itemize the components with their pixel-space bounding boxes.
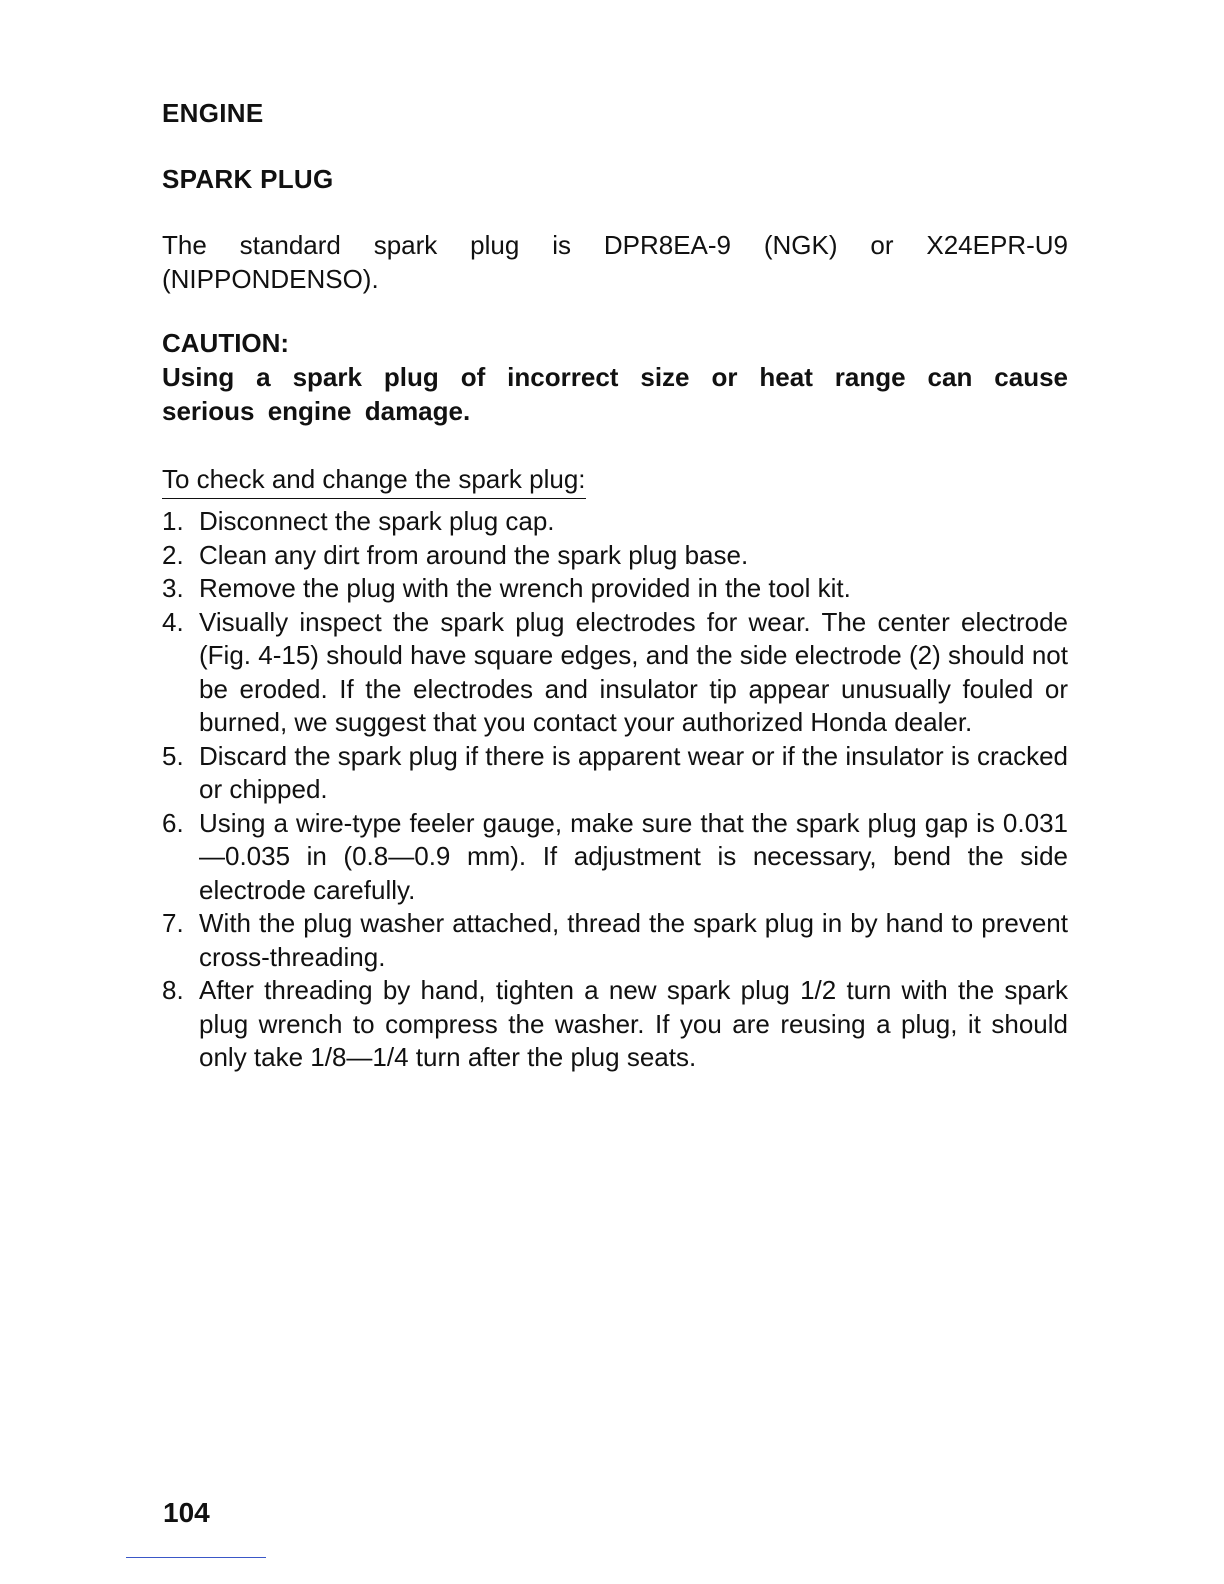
page-number: 104 xyxy=(163,1497,210,1528)
list-item xyxy=(162,505,1068,539)
caution-block xyxy=(162,326,1068,428)
step-number: 7. xyxy=(162,908,184,938)
subsection-title: SPARK PLUG xyxy=(162,164,334,194)
step-number: 8. xyxy=(162,975,184,1005)
list-item xyxy=(162,606,1068,740)
list-item xyxy=(162,572,1068,606)
caution-text: Using a spark plug of incorrect size or heat range can cause serious engine damage. xyxy=(162,362,1068,426)
step-text: Using a wire-type feeler gauge, make sure that the spark plug gap is 0.031—0.035 in (0.8—0.9 mm). If adjustment is necessary, bend the side electrode carefully. xyxy=(199,807,1068,905)
steps-heading-wrap xyxy=(162,428,1068,499)
step-text: Discard the spark plug if there is apparent wear or if the insulator is cracked or chipped. xyxy=(199,740,1068,804)
list-item xyxy=(162,974,1068,1075)
manual-page xyxy=(162,96,1068,1075)
step-number: 1. xyxy=(162,506,184,536)
steps-heading: To check and change the spark plug: xyxy=(162,462,586,499)
step-number: 2. xyxy=(162,539,184,570)
step-text: After threading by hand, tighten a new spark plug 1/2 turn with the spark plug wrench to compress the washer. If you are reusing a plug, it should only take 1/8—1/4 turn after the plug seats. xyxy=(199,975,1068,1072)
footer-rule xyxy=(126,1557,266,1558)
step-text: Remove the plug with the wrench provided in the tool kit. xyxy=(199,573,851,603)
step-text: Visually inspect the spark plug electrodes for wear. The center electrode (Fig. 4-15) should have square edges, and the side electrode (2) should not be eroded. If the electrodes and insulator tip appear unusually fouled or burned, we suggest that you contact your authorized Honda dealer. xyxy=(199,606,1068,737)
step-number: 3. xyxy=(162,573,184,603)
list-item xyxy=(162,740,1068,807)
section-title: ENGINE xyxy=(162,98,264,128)
steps-list xyxy=(162,505,1068,1075)
step-number: 6. xyxy=(162,807,184,838)
step-text: With the plug washer attached, thread the spark plug in by hand to prevent cross-threading. xyxy=(199,908,1068,972)
step-number: 4. xyxy=(162,606,184,637)
list-item xyxy=(162,907,1068,974)
caution-label: CAUTION: xyxy=(162,328,290,358)
step-number: 5. xyxy=(162,740,184,771)
list-item xyxy=(162,807,1068,908)
intro-paragraph: The standard spark plug is DPR8EA-9 (NGK) or X24EPR-U9 (NIPPONDENSO). xyxy=(162,230,1068,294)
list-item xyxy=(162,539,1068,573)
step-text: Clean any dirt from around the spark plug base. xyxy=(199,539,749,570)
step-text: Disconnect the spark plug cap. xyxy=(199,506,555,536)
